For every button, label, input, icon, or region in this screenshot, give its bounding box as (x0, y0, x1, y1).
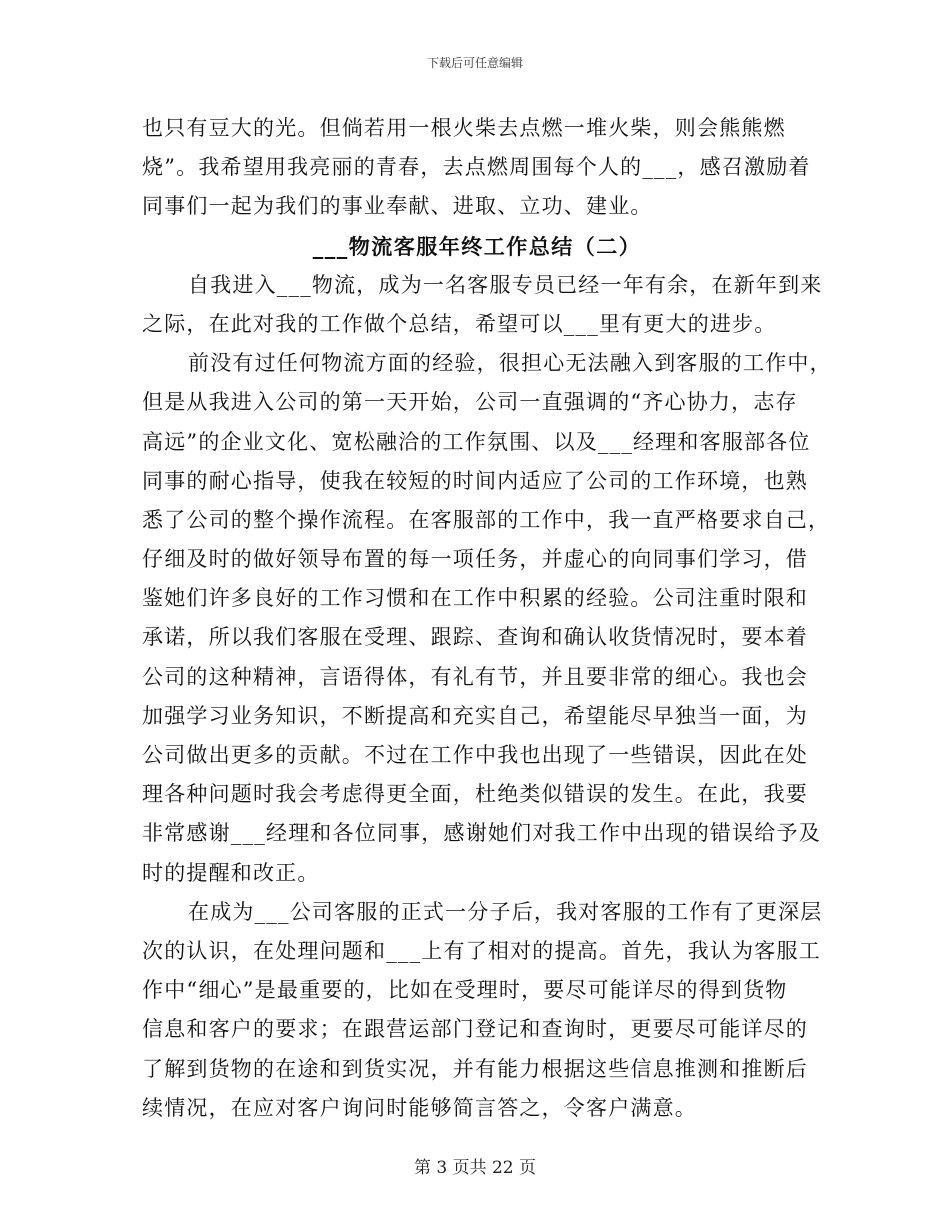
paragraph-line: 作中“细心”是最重要的，比如在受理时，要尽可能详尽的得到货物 (142, 978, 788, 1003)
paragraph-line: 同事的耐心指导，使我在较短的时间内适应了公司的工作环境，也熟 (142, 468, 808, 493)
paragraph-line: 续情况，在应对客户询问时能够简言答之，令客户满意。 (142, 1095, 697, 1120)
paragraph-line: 承诺，所以我们客服在受理、跟踪、查询和确认收货情况时，要本着 (142, 625, 808, 650)
paragraph-line: 次的认识，在处理问题和___上有了相对的提高。首先，我认为客服工 (142, 938, 821, 963)
paragraph-line: 也只有豆大的光。但倘若用一根火柴去点燃一堆火柴，则会熊熊燃 (142, 116, 786, 140)
paragraph-line: 公司做出更多的贡献。不过在工作中我也出现了一些错误，因此在处 (142, 743, 808, 767)
paragraph-line: 烧”。我希望用我亮丽的青春，去点燃周围每个人的___，感召激励着 (142, 155, 811, 180)
paragraph-line: 理各种问题时我会考虑得更全面，杜绝类似错误的发生。在此，我要 (142, 782, 808, 807)
paragraph-line: 非常感谢___经理和各位同事，感谢她们对我工作中出现的错误给予及 (142, 821, 821, 846)
paragraph-line: 自我进入___物流，成为一名客服专员已经一年有余，在新年到来 (188, 272, 823, 297)
document-body (142, 109, 832, 1128)
section-title: ___物流客服年终工作总结（二） (312, 233, 642, 259)
paragraph-line: 了解到货物的在途和到货实况，并有能力根据这些信息推测和推断后 (142, 1056, 808, 1081)
paragraph-line: 仔细及时的做好领导布置的每一项任务，并虚心的向同事们学习，借 (142, 547, 808, 572)
page-footer: 第 3 页共 22 页 (413, 1158, 537, 1178)
paragraph-line: 公司的这种精神，言语得体，有礼有节，并且要非常的细心。我也会 (142, 664, 808, 689)
page-header: 下载后可任意编辑 (426, 56, 523, 70)
paragraph-line: 高远”的企业文化、宽松融洽的工作氛围、以及___经理和客服部各位 (142, 429, 811, 454)
paragraph-line: 在成为___公司客服的正式一分子后，我对客服的工作有了更深层 (188, 899, 823, 924)
paragraph-line: 加强学习业务知识，不断提高和充实自己，希望能尽早独当一面，为 (142, 703, 808, 728)
paragraph-line: 但是从我进入公司的第一天开始，公司一直强调的“齐心协力，志存 (142, 390, 798, 415)
paragraph-line: 时的提醒和改正。 (142, 860, 320, 885)
paragraph-line: 之际，在此对我的工作做个总结，希望可以___里有更大的进步。 (142, 311, 777, 336)
paragraph-line: 信息和客户的要求；在跟营运部门登记和查询时，更要尽可能详尽的 (142, 1017, 808, 1042)
paragraph-line: 鉴她们许多良好的工作习惯和在工作中积累的经验。公司注重时限和 (142, 586, 808, 611)
paragraph-line: 悉了公司的整个操作流程。在客服部的工作中，我一直严格要求自己， (142, 507, 831, 532)
paragraph-line: 前没有过任何物流方面的经验，很担心无法融入到客服的工作中， (188, 351, 832, 376)
paragraph-line: 同事们一起为我们的事业奉献、进取、立功、建业。 (142, 194, 653, 219)
